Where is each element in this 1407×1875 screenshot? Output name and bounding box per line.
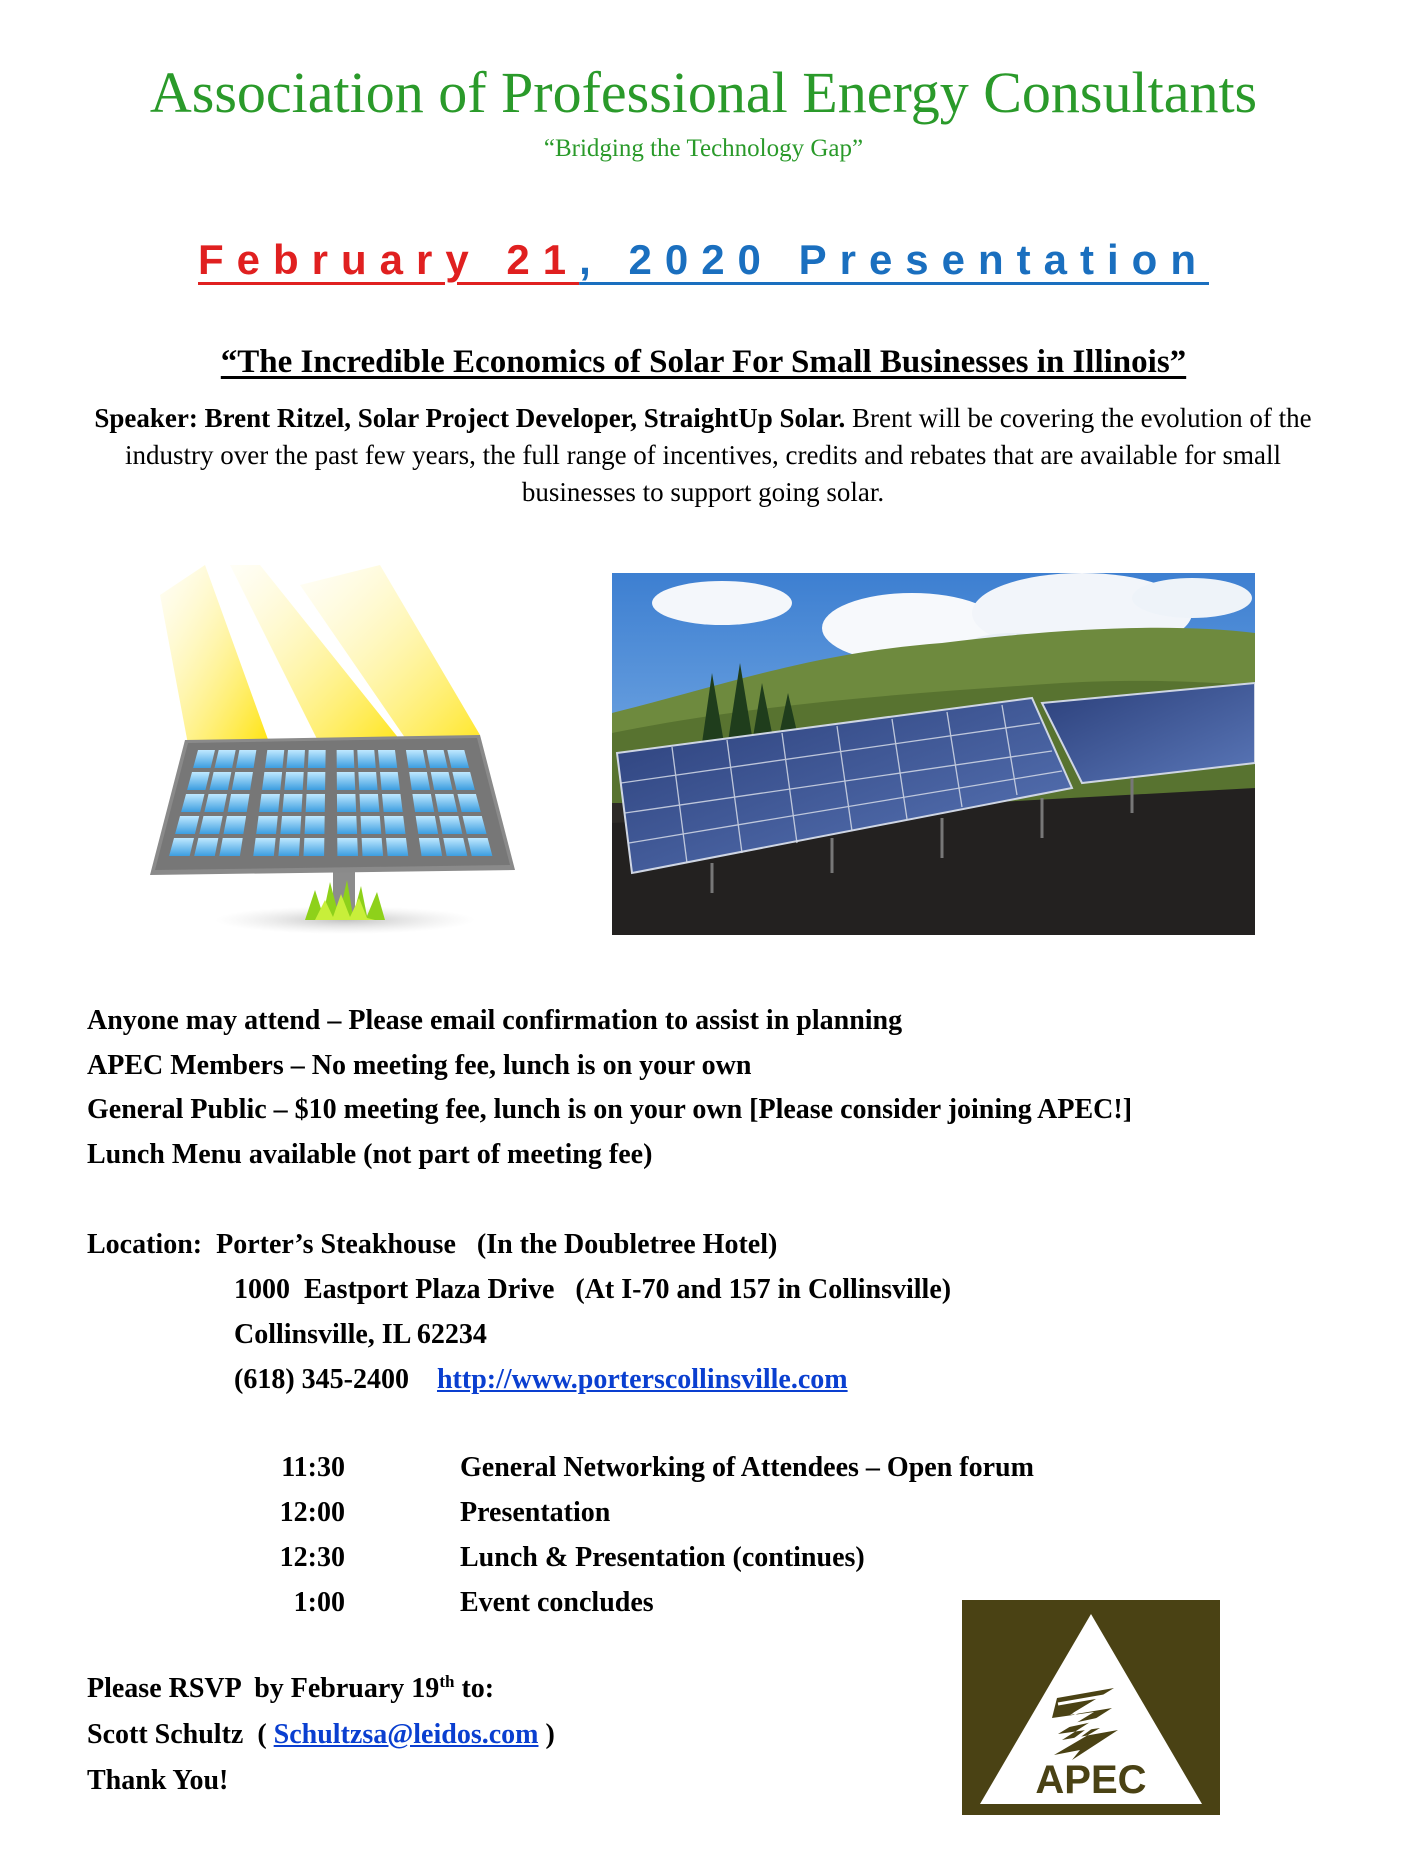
panel-cell (357, 750, 375, 768)
panel-cell (219, 838, 242, 856)
panel-cell (337, 838, 358, 856)
schedule-time: 12:30 (279, 1542, 345, 1573)
panel-cell (406, 750, 426, 768)
panel-cell (307, 772, 326, 790)
location-label: Location: (87, 1229, 203, 1260)
talk-description: Brent will be covering the evolution of the industry over the past few years, the full range of incentives, credits and rebates that are available for small businesses to support going solar. (124, 403, 1312, 507)
schedule-row (0, 1490, 1407, 1535)
panel-cell (409, 772, 430, 790)
location-venue-line (87, 1222, 1337, 1267)
panel-cell (337, 816, 357, 834)
panel-cell (361, 816, 382, 834)
rsvp-email-link[interactable]: Schultzsa@leidos.com (273, 1719, 539, 1750)
rsvp-thanks: Thank You! (87, 1765, 229, 1796)
location-city: Collinsville, IL 62234 (234, 1319, 487, 1350)
location-phone: (618) 345-2400 (234, 1364, 409, 1395)
panel-cell (362, 838, 383, 856)
schedule-row (0, 1535, 1407, 1580)
panel-cell (419, 838, 442, 856)
rsvp-suffix: to: (454, 1673, 495, 1704)
venue-website-link[interactable]: http://www.porterscollinsville.com (436, 1364, 848, 1395)
speaker-credit: Speaker: Brent Ritzel, Solar Project Developer, StraightUp Solar. (94, 403, 846, 433)
apec-logo (962, 1600, 1220, 1815)
schedule-time: 11:30 (281, 1452, 345, 1483)
panel-cell (256, 816, 278, 834)
schedule-desc: Presentation (460, 1497, 611, 1528)
schedule-desc: General Networking of Attendees – Open forum (460, 1452, 1034, 1483)
panel-cell (228, 794, 250, 812)
panel-cell (337, 750, 355, 768)
rsvp-contact-close: ) (538, 1719, 555, 1750)
panel-cell (262, 772, 282, 790)
panel-cell (416, 816, 439, 834)
solar-panel-clipart (150, 565, 530, 950)
panel-cell (232, 772, 253, 790)
panel-cell (303, 838, 324, 856)
rsvp-prefix: Please RSVP by February 19 (87, 1673, 440, 1704)
rsvp-line (87, 1666, 887, 1712)
panel-cell (384, 816, 405, 834)
logo-text: APEC (1035, 1758, 1147, 1802)
schedule-desc: Lunch & Presentation (continues) (460, 1542, 865, 1573)
rsvp-contact-line (87, 1712, 887, 1758)
panel-cell (236, 750, 256, 768)
date-heading (0, 234, 1407, 286)
attendance-info (87, 999, 1337, 1177)
schedule-time: 12:00 (279, 1497, 345, 1528)
date-heading-date: February 21 (198, 236, 580, 283)
tagline: “Bridging the Technology Gap” (543, 135, 864, 162)
panel-cell (278, 838, 300, 856)
rsvp-info (87, 1666, 887, 1804)
panel-cell (337, 772, 355, 790)
panel-cell (265, 750, 284, 768)
solar-farm-photo (612, 573, 1255, 935)
panel-cell (286, 750, 305, 768)
schedule-row (0, 1445, 1407, 1490)
panel-cell (386, 838, 408, 856)
schedule-time: 1:00 (293, 1587, 345, 1618)
attendance-line: Anyone may attend – Please email confirmation to assist in planning (87, 1005, 903, 1036)
panel-cell (253, 838, 275, 856)
date-heading-year: , 2020 Presentation (579, 236, 1209, 283)
panel-cell (306, 794, 325, 812)
panel-cell (223, 816, 246, 834)
panel-cell (382, 794, 403, 812)
panel-cell (305, 816, 325, 834)
panel-cell (358, 772, 377, 790)
speaker-paragraph (88, 400, 1318, 511)
panel-cell (380, 772, 400, 790)
attendance-line: Lunch Menu available (not part of meeting fee) (87, 1138, 653, 1170)
panel-cell (443, 838, 467, 856)
org-name: Association of Professional Energy Consultants (149, 60, 1258, 125)
rsvp-contact-name: Scott Schultz ( (87, 1719, 274, 1750)
talk-title: “The Incredible Economics of Solar For Small Businesses in Illinois” (220, 344, 1187, 380)
attendance-line: APEC Members – No meeting fee, lunch is on your own (87, 1049, 752, 1081)
attendance-line: General Public – $10 meeting fee, lunch is on your own [Please consider joining APEC!] (87, 1094, 1133, 1125)
panel-cell (282, 794, 302, 812)
panel-cell (359, 794, 379, 812)
panel-cell (308, 750, 326, 768)
location-contact-line (87, 1357, 1337, 1402)
panel-cell (378, 750, 397, 768)
location-info (87, 1222, 1337, 1402)
schedule-desc: Event concludes (460, 1587, 654, 1618)
location-venue: Porter’s Steakhouse (In the Doubletree Hotel) (216, 1229, 778, 1260)
panel-cell (259, 794, 280, 812)
location-address: 1000 Eastport Plaza Drive (At I-70 and 157 in Collinsville) (234, 1274, 952, 1305)
panel-cell (194, 838, 218, 856)
panel-cell (412, 794, 434, 812)
rsvp-sup: th (439, 1672, 455, 1691)
panel-cell (284, 772, 303, 790)
panel-cell (280, 816, 301, 834)
panel-cell (439, 816, 462, 834)
panel-cell (337, 794, 356, 812)
